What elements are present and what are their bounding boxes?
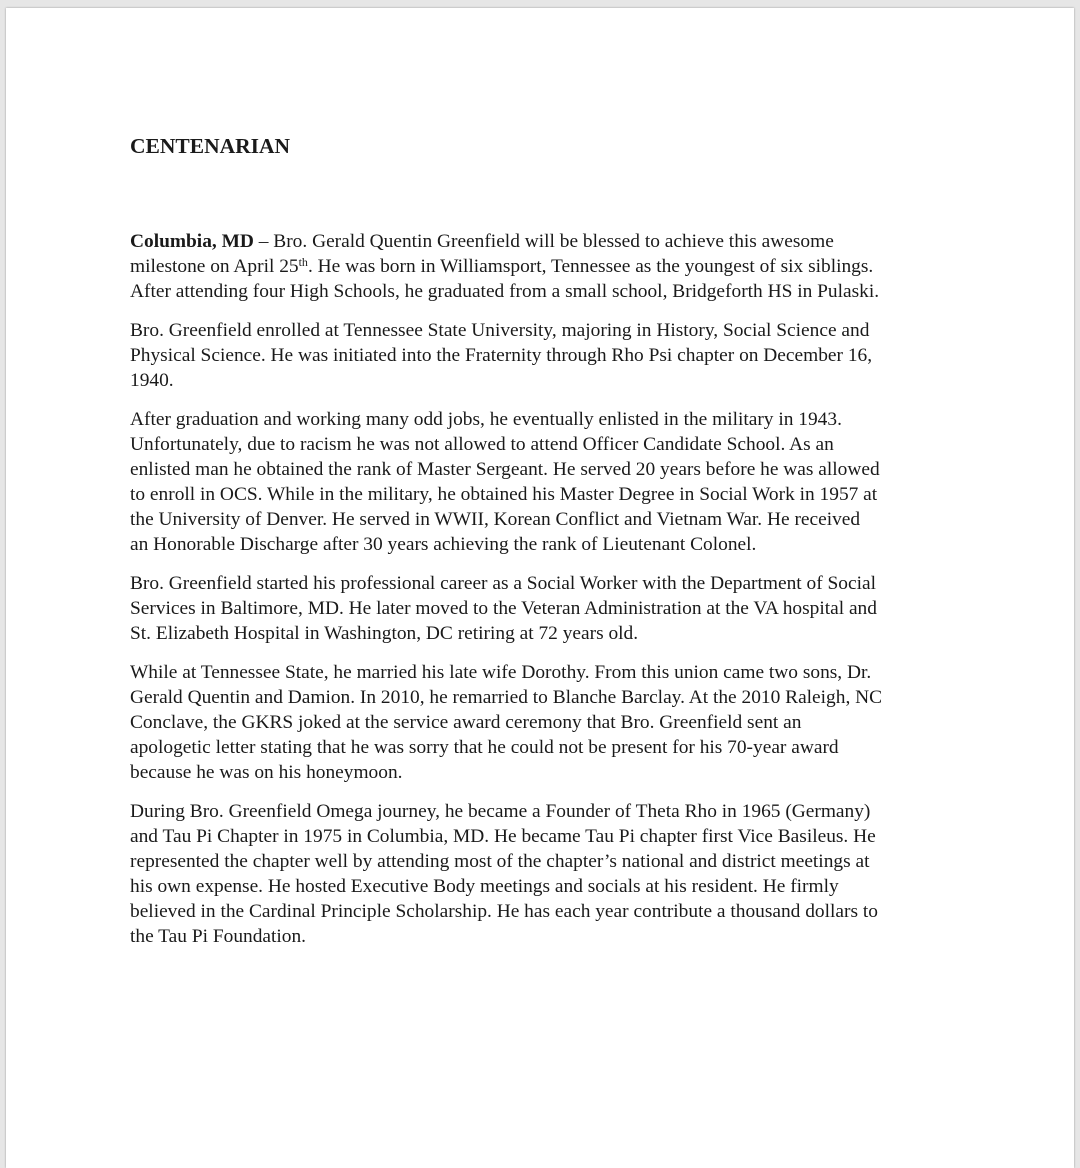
paragraph-line: represented the chapter well by attending most of the chapter’s national and district meetings at bbox=[130, 851, 870, 872]
document-body bbox=[130, 229, 960, 949]
dateline: Columbia, MD bbox=[130, 231, 254, 252]
paragraph-line: his own expense. He hosted Executive Body meetings and socials at his resident. He firmly bbox=[130, 876, 839, 897]
paragraph-line: During Bro. Greenfield Omega journey, he became a Founder of Theta Rho in 1965 (Germany) bbox=[130, 801, 871, 822]
paragraph-line: 1940. bbox=[130, 370, 174, 391]
paragraph-line: because he was on his honeymoon. bbox=[130, 762, 403, 783]
intro-line-2-end: . He was born in Williamsport, Tennessee as the youngest of six siblings. bbox=[307, 256, 874, 277]
intro-line-2-start: milestone on April 25 bbox=[130, 256, 299, 277]
document-content bbox=[130, 133, 960, 963]
paragraph-line: After attending four High Schools, he graduated from a small school, Bridgeforth HS in Pulaski. bbox=[130, 281, 880, 302]
paragraph-line: Unfortunately, due to racism he was not allowed to attend Officer Candidate School. As an bbox=[130, 434, 834, 455]
paragraph-omega-journey bbox=[130, 799, 960, 949]
paragraph-line: After graduation and working many odd jobs, he eventually enlisted in the military in 1943. bbox=[130, 409, 842, 430]
intro-line-1-text: – Bro. Gerald Quentin Greenfield will be blessed to achieve this awesome bbox=[253, 231, 834, 252]
paragraph-line: the University of Denver. He served in WWII, Korean Conflict and Vietnam War. He received bbox=[130, 509, 861, 530]
document-page bbox=[6, 8, 1074, 1168]
paragraph-line bbox=[130, 254, 960, 279]
paragraph-line: an Honorable Discharge after 30 years achieving the rank of Lieutenant Colonel. bbox=[130, 534, 757, 555]
paragraph-line: the Tau Pi Foundation. bbox=[130, 926, 307, 947]
paragraph-line: and Tau Pi Chapter in 1975 in Columbia, MD. He became Tau Pi chapter first Vice Basileus. He bbox=[130, 826, 876, 847]
ordinal-suffix: th bbox=[298, 255, 308, 269]
paragraph-line bbox=[130, 229, 960, 254]
paragraph-line: apologetic letter stating that he was sorry that he could not be present for his 70-year award bbox=[130, 737, 839, 758]
paragraph-line: Bro. Greenfield started his professional career as a Social Worker with the Department of Social bbox=[130, 573, 876, 594]
paragraph-line: While at Tennessee State, he married his late wife Dorothy. From this union came two sons, Dr. bbox=[130, 662, 872, 683]
paragraph-line: believed in the Cardinal Principle Scholarship. He has each year contribute a thousand dollars to bbox=[130, 901, 878, 922]
paragraph-career bbox=[130, 571, 960, 646]
paragraph-line: Gerald Quentin and Damion. In 2010, he remarried to Blanche Barclay. At the 2010 Raleigh, NC bbox=[130, 687, 883, 708]
paragraph-military bbox=[130, 407, 960, 557]
paragraph-line: Services in Baltimore, MD. He later moved to the Veteran Administration at the VA hospital and bbox=[130, 598, 877, 619]
paragraph-line: Conclave, the GKRS joked at the service award ceremony that Bro. Greenfield sent an bbox=[130, 712, 802, 733]
paragraph-line: enlisted man he obtained the rank of Master Sergeant. He served 20 years before he was allowed bbox=[130, 459, 880, 480]
paragraph-education bbox=[130, 318, 960, 393]
document-title: CENTENARIAN bbox=[130, 134, 291, 158]
paragraph-intro bbox=[130, 229, 960, 304]
paragraph-family bbox=[130, 660, 960, 785]
paragraph-line: Bro. Greenfield enrolled at Tennessee State University, majoring in History, Social Science and bbox=[130, 320, 870, 341]
paragraph-line: St. Elizabeth Hospital in Washington, DC retiring at 72 years old. bbox=[130, 623, 639, 644]
paragraph-line: Physical Science. He was initiated into the Fraternity through Rho Psi chapter on December 16, bbox=[130, 345, 873, 366]
paragraph-line: to enroll in OCS. While in the military, he obtained his Master Degree in Social Work in 1957 at bbox=[130, 484, 878, 505]
